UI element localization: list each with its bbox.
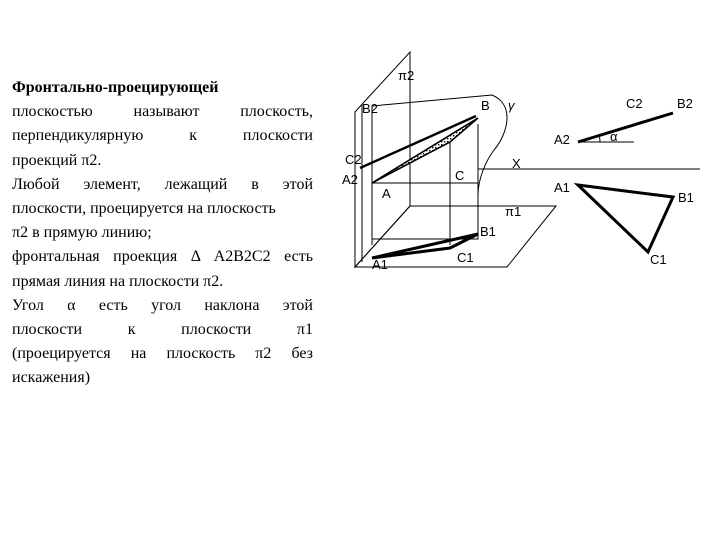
label-c2: C2 [345, 152, 362, 167]
label-a2: A2 [342, 172, 358, 187]
text-line: плоскостью называют плоскость, [12, 103, 313, 121]
label-epure-alpha: α [610, 129, 618, 144]
label-a1: A1 [372, 257, 388, 272]
text-line: прямая линия на плоскости π2. [12, 272, 224, 290]
text-line: фронтальная проекция Δ A2B2C2 есть [12, 248, 313, 266]
text-line: плоскости, проецируется на плоскость [12, 200, 276, 218]
label-pi2: π2 [398, 68, 415, 83]
label-epure-c2: C2 [626, 96, 643, 111]
label-epure-a1: A1 [554, 180, 570, 195]
epure-labels [512, 96, 694, 267]
label-epure-x: X [512, 156, 521, 171]
spatial-triangle [360, 116, 478, 258]
label-c1: C1 [457, 250, 474, 265]
text-line: Любой элемент, лежащий в этой [12, 175, 313, 193]
label-b: B [481, 98, 490, 113]
epure-frontal-trace [578, 113, 673, 142]
spatial-labels [342, 68, 521, 272]
title-line: Фронтально-проецирующей [12, 79, 219, 96]
label-epure-a2: A2 [554, 132, 570, 147]
label-b1: B1 [480, 224, 496, 239]
label-pi1: π1 [505, 204, 522, 219]
projecting-plane-gamma [372, 95, 507, 239]
spatial-model [355, 52, 556, 267]
label-epure-c1: C1 [650, 252, 667, 267]
label-gamma: γ [508, 98, 515, 113]
frontal-plane-pi2 [355, 52, 410, 267]
label-epure-b1: B1 [678, 190, 694, 205]
text-line: π2 в прямую линию; [12, 224, 152, 242]
epure-horizontal-projection [578, 185, 673, 252]
text-line: перпендикулярную к плоскости [12, 127, 313, 145]
epure [508, 113, 700, 252]
text-line: плоскости к плоскости π1 [12, 321, 313, 339]
label-c: C [455, 168, 465, 183]
label-epure-b2: B2 [677, 96, 693, 111]
text-line: (проецируется на плоскость π2 без [12, 345, 313, 363]
label-b2: B2 [362, 101, 378, 116]
text-line: искажения) [12, 369, 91, 387]
label-a: A [382, 186, 391, 201]
text-line: Угол α есть угол наклона этой [12, 296, 313, 314]
text-line: проекций π2. [12, 151, 102, 169]
front-trace-line [360, 116, 476, 168]
